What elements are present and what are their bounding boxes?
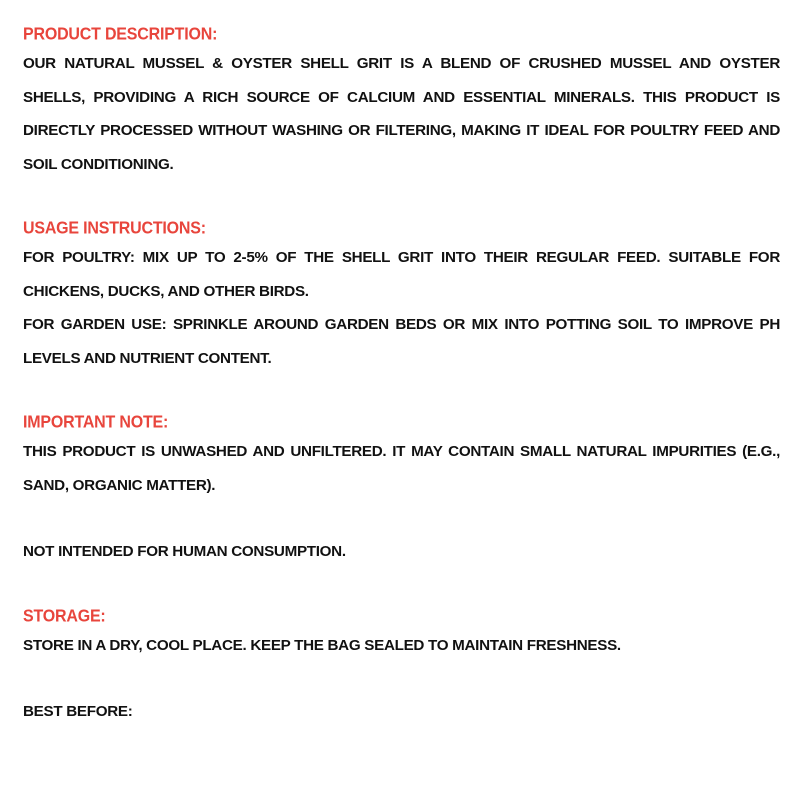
consumption-warning-text: NOT INTENDED FOR HUMAN CONSUMPTION.	[23, 543, 346, 560]
usage-instructions-section	[23, 214, 780, 375]
product-info-sheet	[23, 20, 780, 762]
important-note-heading: IMPORTANT NOTE:	[23, 413, 169, 432]
product-description-section	[23, 20, 780, 181]
product-description-text: OUR NATURAL MUSSEL & OYSTER SHELL GRIT IS A BLEND OF CRUSHED MUSSEL AND OYSTER SHELLS, PROVIDING A RICH SOURCE OF CALCIUM AND ESSENTIAL MINERALS. THIS PRODUCT IS DIRECTLY PROCESSED WITHOUT WASHING OR FILTERING, MAKING IT IDEAL FOR POULTRY FEED AND SOIL CONDITIONING.	[23, 55, 780, 173]
important-note-section	[23, 408, 780, 502]
consumption-warning-section	[23, 535, 780, 569]
storage-heading: STORAGE:	[23, 606, 106, 626]
important-note-text: THIS PRODUCT IS UNWASHED AND UNFILTERED. IT MAY CONTAIN SMALL NATURAL IMPURITIES (E.G., SAND, ORGANIC MATTER).	[23, 443, 780, 494]
garden-usage-text: FOR GARDEN USE: SPRINKLE AROUND GARDEN BEDS OR MIX INTO POTTING SOIL TO IMPROVE PH LEVELS AND NUTRIENT CONTENT.	[23, 316, 780, 367]
best-before-label: BEST BEFORE:	[23, 703, 133, 720]
storage-text: STORE IN A DRY, COOL PLACE. KEEP THE BAG SEALED TO MAINTAIN FRESHNESS.	[23, 636, 621, 654]
best-before-section	[23, 695, 780, 729]
product-description-heading: PRODUCT DESCRIPTION:	[23, 25, 218, 44]
poultry-usage-text: FOR POULTRY: MIX UP TO 2-5% OF THE SHELL GRIT INTO THEIR REGULAR FEED. SUITABLE FOR CHICKENS, DUCKS, AND OTHER BIRDS.	[23, 249, 780, 300]
usage-instructions-heading: USAGE INSTRUCTIONS:	[23, 219, 206, 238]
storage-section	[23, 602, 780, 663]
